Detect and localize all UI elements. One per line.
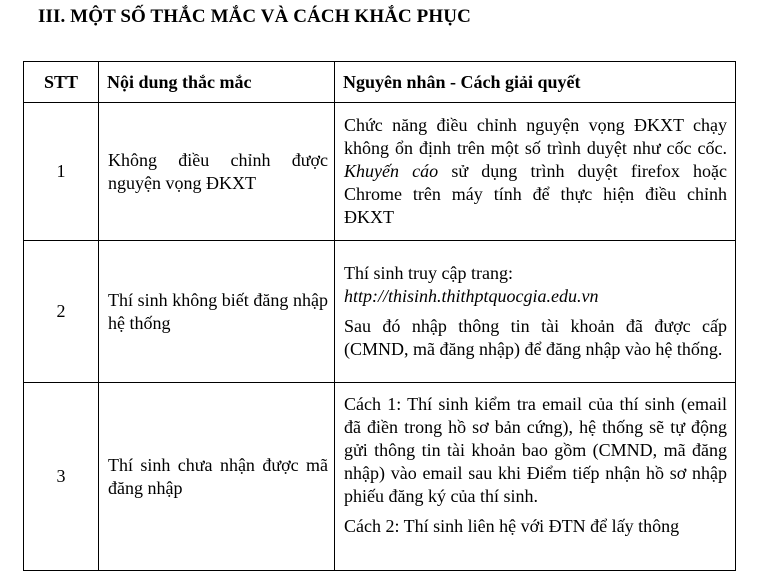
header-solution: Nguyên nhân - Cách giải quyết	[335, 62, 736, 103]
solution-emphasis: Khuyến cáo	[344, 161, 439, 181]
solution-paragraph: Sau đó nhập thông tin tài khoản đã được cấp (CMND, mã đăng nhập) để đăng nhập vào hệ thống.	[344, 316, 727, 359]
solution-text: Chức năng điều chỉnh nguyện vọng ĐKXT chạy không ổn định trên một số trình duyệt như cốc cốc.	[344, 115, 727, 158]
issue-cell: Thí sinh chưa nhận được mã đăng nhập	[99, 383, 335, 571]
solution-text: Thí sinh truy cập trang:	[344, 263, 513, 283]
solution-paragraph: Cách 2: Thí sinh liên hệ với ĐTN để lấy thông	[344, 516, 680, 536]
row-number: 1	[24, 103, 99, 241]
solution-paragraph: Cách 1: Thí sinh kiểm tra email của thí sinh (email đã điền trong hồ sơ bản cứng), hệ thống sẽ tự động gửi thông tin tài khoản bao gồm (CMND, mã đăng nhập) vào email sau khi Điểm tiếp nhận hồ sơ nhập phiếu đăng ký của thí sinh.	[344, 394, 727, 506]
table-row	[24, 103, 736, 241]
table-row	[24, 241, 736, 383]
header-stt: STT	[24, 62, 99, 103]
solution-text: sử dụng trình duyệt firefox hoặc Chrome trên máy tính để thực hiện điều chỉnh ĐKXT	[344, 161, 727, 227]
row-number: 3	[24, 383, 99, 571]
row-number: 2	[24, 241, 99, 383]
issue-cell: Không điều chỉnh được nguyện vọng ĐKXT	[99, 103, 335, 241]
section-title: III. MỘT SỐ THẮC MẮC VÀ CÁCH KHẮC PHỤC	[38, 6, 471, 27]
table-row	[24, 383, 736, 571]
solution-cell	[335, 103, 736, 241]
issue-cell: Thí sinh không biết đăng nhập hệ thống	[99, 241, 335, 383]
website-link[interactable]: http://thisinh.thithptquocgia.edu.vn	[344, 286, 599, 306]
solution-cell	[335, 383, 736, 571]
header-issue: Nội dung thắc mắc	[99, 62, 335, 103]
faq-table	[23, 61, 736, 571]
solution-cell	[335, 241, 736, 383]
table-header-row	[24, 62, 736, 103]
solution-paragraph	[344, 262, 727, 308]
